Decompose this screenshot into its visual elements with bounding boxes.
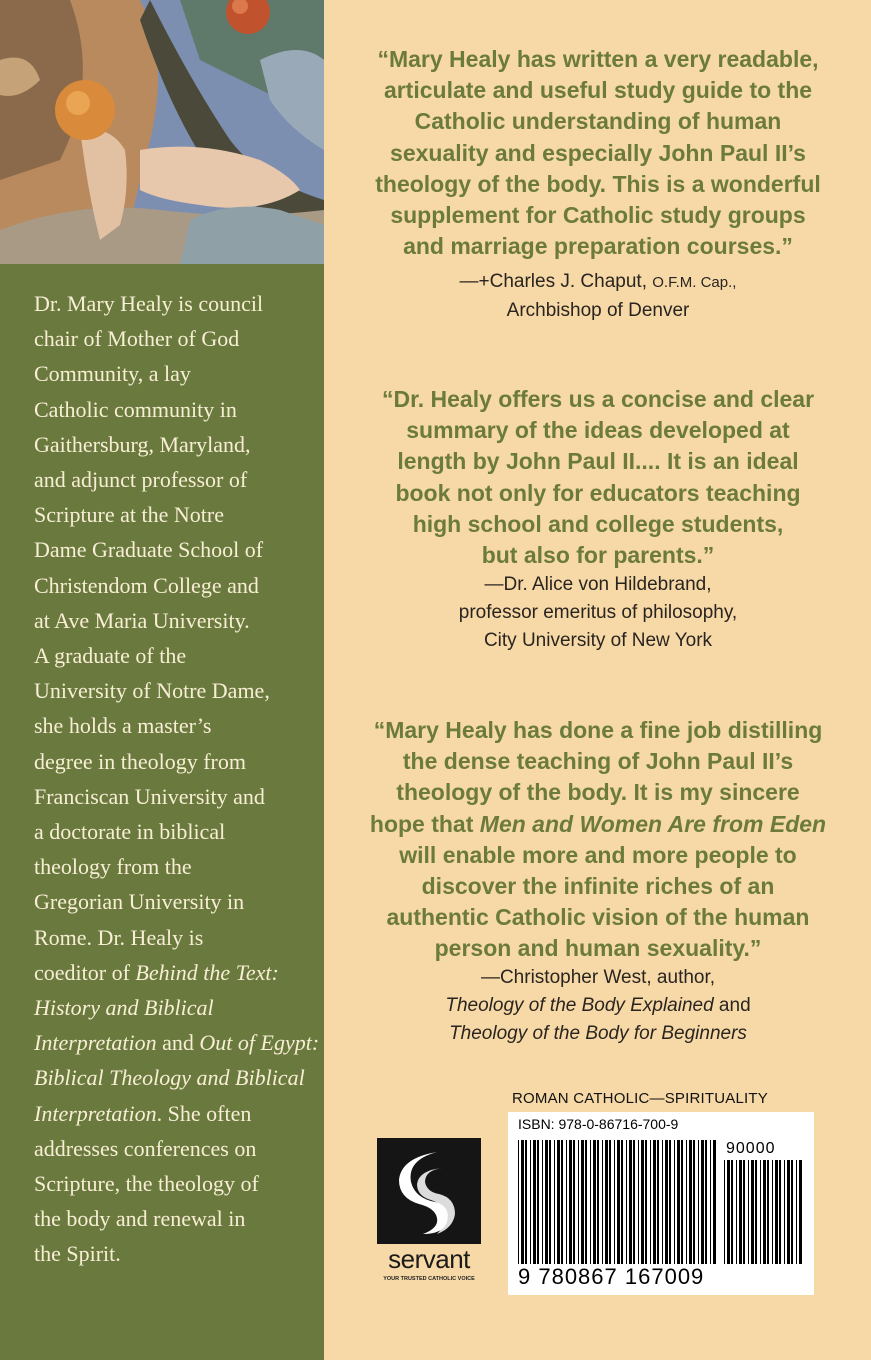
barcode-bar [621, 1140, 623, 1264]
endorsement-quote-hildebrand [328, 384, 868, 571]
book-title-out-of-egypt-2: Biblical Theology and Biblical [34, 1065, 305, 1091]
quote-line: theology of the body. It is my sincere [396, 779, 800, 806]
author-bio [34, 286, 320, 1272]
barcode-bar [554, 1140, 555, 1264]
barcode-bar [525, 1140, 527, 1264]
barcode-bar [751, 1160, 754, 1264]
barcode-bar [775, 1160, 778, 1264]
barcode-bar [705, 1140, 707, 1264]
barcode-bar [638, 1140, 639, 1264]
attribution-book-1: Theology of the Body Explained [445, 995, 714, 1016]
bio-line: Catholic community in [34, 396, 237, 422]
barcode-bar [772, 1160, 773, 1264]
barcode-bar [617, 1140, 620, 1264]
bio-line: A graduate of the [34, 643, 187, 669]
book-title-behind-the-text-3: Interpretation [34, 1030, 157, 1056]
barcode-bar [641, 1140, 644, 1264]
barcode-bar [760, 1160, 761, 1264]
quote-line: book not only for educators teaching [395, 479, 801, 506]
quote-line: articulate and useful study guide to the [383, 77, 813, 104]
barcode-bar [549, 1140, 551, 1264]
barcode-bar [609, 1140, 611, 1264]
barcode-bar [727, 1160, 730, 1264]
barcode-bar [602, 1140, 603, 1264]
bio-line: Scripture at the Notre [34, 502, 224, 528]
bio-line: University of Notre Dame, [34, 678, 270, 704]
book-title-behind-the-text-2: History and Biblical [34, 995, 214, 1021]
barcode-bar [686, 1140, 687, 1264]
quote-line: hope that Men and Women Are from Eden [369, 810, 827, 837]
barcode-bar [518, 1140, 519, 1264]
barcode-bar [731, 1160, 733, 1264]
barcode-bar [578, 1140, 579, 1264]
barcode-bar [662, 1140, 663, 1264]
isbn-label: ISBN: 978-0-86716-700-9 [518, 1116, 679, 1132]
quote-line: “Mary Healy has written a very readable, [377, 46, 819, 72]
category-label: ROMAN CATHOLIC—SPIRITUALITY [512, 1090, 768, 1107]
bio-line: Gregorian University in [34, 889, 245, 915]
barcode-bar [593, 1140, 596, 1264]
barcode-bar [767, 1160, 769, 1264]
bio-line: Dame Graduate School of [34, 537, 264, 563]
barcode-bar [566, 1140, 567, 1264]
quote-line: high school and college students, [412, 510, 784, 537]
bio-line: addresses conferences on [34, 1135, 257, 1161]
barcode-bar [581, 1140, 584, 1264]
barcode-bar [681, 1140, 683, 1264]
barcode-bar [561, 1140, 563, 1264]
barcode-bar [545, 1140, 548, 1264]
attribution-chaput [328, 268, 868, 325]
barcode-bar [763, 1160, 766, 1264]
bio-line: Franciscan University and [34, 783, 265, 809]
bio-line: Scripture, the theology of [34, 1171, 259, 1197]
barcode-bar [533, 1140, 536, 1264]
book-title-out-of-egypt-3: Interpretation [34, 1100, 157, 1126]
attribution-order: O.F.M. Cap., [652, 274, 737, 291]
price-code: 90000 [726, 1140, 776, 1157]
barcode-bar [796, 1160, 797, 1264]
attribution-name: —Christopher West, author, [480, 967, 716, 988]
bio-line: Christendom College and [34, 572, 259, 598]
attribution-west: —Christopher West, author, Theology of the Body Explained and Theology of the Body for Beginners [328, 964, 868, 1048]
barcode-bar [799, 1160, 802, 1264]
quote-line: supplement for Catholic study groups [390, 202, 806, 229]
quote-line: the dense teaching of John Paul II’s [402, 748, 794, 775]
bio-line [34, 990, 312, 1025]
bio-line: Rome. Dr. Healy is [34, 924, 204, 950]
barcode-bar [569, 1140, 572, 1264]
quote-line: and marriage preparation courses.” [403, 233, 793, 260]
price-barcode [724, 1160, 804, 1264]
barcode-bar [665, 1140, 668, 1264]
barcode-bar [633, 1140, 635, 1264]
barcode-bar [605, 1140, 608, 1264]
barcode-bar [724, 1160, 725, 1264]
quote-line: but also for parents.” [481, 542, 715, 569]
bio-line: coeditor of Behind the Text: [34, 959, 279, 985]
barcode-bar [669, 1140, 671, 1264]
bio-line: at Ave Maria University. [34, 607, 250, 633]
endorsement-quote-west [328, 715, 868, 965]
barcode-bar [779, 1160, 781, 1264]
quote-line: will enable more and more people to [399, 841, 797, 868]
bio-line: the body and renewal in [34, 1206, 246, 1232]
barcode-bar [787, 1160, 790, 1264]
barcode-bar [677, 1140, 680, 1264]
barcode-bar [739, 1160, 742, 1264]
attribution-hildebrand [328, 571, 868, 655]
servant-logo-icon [377, 1138, 481, 1244]
bio-line: chair of Mother of God [34, 326, 240, 352]
barcode-bar [693, 1140, 695, 1264]
bio-line: Gaithersburg, Maryland, [34, 431, 251, 457]
attribution-book-2: Theology of the Body for Beginners [449, 1023, 747, 1044]
barcode-bar [755, 1160, 757, 1264]
book-title-behind-the-text: Behind the Text: [135, 959, 279, 985]
barcode-bar [674, 1140, 675, 1264]
quote-line: authentic Catholic vision of the human [386, 904, 810, 931]
quote-line: length by John Paul II.... It is an ideal [397, 448, 799, 475]
quote-line: sexuality and especially John Paul II’s [390, 139, 806, 166]
cover-painting [0, 0, 324, 264]
barcode-bar [530, 1140, 531, 1264]
barcode-bar [743, 1160, 745, 1264]
barcode-bar [645, 1140, 647, 1264]
quote-line: summary of the ideas developed at [406, 417, 790, 444]
barcode-panel [508, 1112, 814, 1295]
quote-line: person and human sexuality.” [434, 935, 762, 962]
barcode-bar [614, 1140, 615, 1264]
barcode-bar [710, 1140, 711, 1264]
isbn-barcode [518, 1140, 716, 1264]
bio-line: Interpretation and Out of Egypt: [34, 1030, 320, 1056]
barcode-bar [629, 1140, 632, 1264]
attribution-name: —Dr. Alice von Hildebrand, [484, 574, 712, 595]
barcode-bar [713, 1140, 716, 1264]
attribution-name: —+Charles J. Chaput, [459, 271, 647, 292]
bio-line [34, 1060, 312, 1095]
attribution-institution: City University of New York [483, 630, 713, 651]
bio-line: a doctorate in biblical [34, 819, 226, 845]
book-title-men-and-women: Men and Women Are from Eden [479, 810, 827, 837]
publisher-tagline: YOUR TRUSTED CATHOLIC VOICE [383, 1276, 475, 1282]
barcode-bar [791, 1160, 793, 1264]
bio-line: the Spirit. [34, 1241, 121, 1267]
barcode-bar [653, 1140, 656, 1264]
publisher-logo [377, 1138, 481, 1296]
barcode-bar [736, 1160, 737, 1264]
barcode-bar [573, 1140, 575, 1264]
barcode-bar [590, 1140, 591, 1264]
quote-line: “Mary Healy has done a fine job distilling [373, 717, 823, 743]
endorsement-quote-chaput [328, 44, 868, 262]
bio-line: she holds a master’s [34, 713, 212, 739]
barcode-bar [542, 1140, 543, 1264]
barcode-bar [626, 1140, 627, 1264]
quote-line: theology of the body. This is a wonderful [375, 170, 821, 197]
barcode-bar [521, 1140, 524, 1264]
barcode-bar [585, 1140, 587, 1264]
publisher-name: servant [388, 1244, 470, 1274]
attribution-role: professor emeritus of philosophy, [458, 602, 738, 623]
barcode-digits: 9 780867 167009 [518, 1264, 705, 1289]
quote-line: Catholic understanding of human [414, 108, 782, 135]
bio-line: Interpretation. She often [34, 1100, 252, 1126]
attribution-title: Archbishop of Denver [506, 300, 690, 321]
barcode-bar [657, 1140, 659, 1264]
bio-line: Community, a lay [34, 361, 191, 387]
barcode-bar [748, 1160, 749, 1264]
barcode-bar [537, 1140, 539, 1264]
barcode-bar [597, 1140, 599, 1264]
barcode-bar [557, 1140, 560, 1264]
barcode-bar [650, 1140, 651, 1264]
book-title-out-of-egypt: Out of Egypt: [199, 1030, 320, 1056]
bio-line: theology from the [34, 854, 192, 880]
bio-line: Dr. Mary Healy is council [34, 291, 264, 316]
barcode-bar [701, 1140, 704, 1264]
quote-line: “Dr. Healy offers us a concise and clear [381, 386, 815, 412]
bio-line: and adjunct professor of [34, 467, 248, 493]
quote-line: discover the infinite riches of an [421, 873, 775, 900]
barcode-bar [698, 1140, 699, 1264]
bio-line: degree in theology from [34, 748, 246, 774]
barcode-bar [689, 1140, 692, 1264]
barcode-bar [784, 1160, 785, 1264]
